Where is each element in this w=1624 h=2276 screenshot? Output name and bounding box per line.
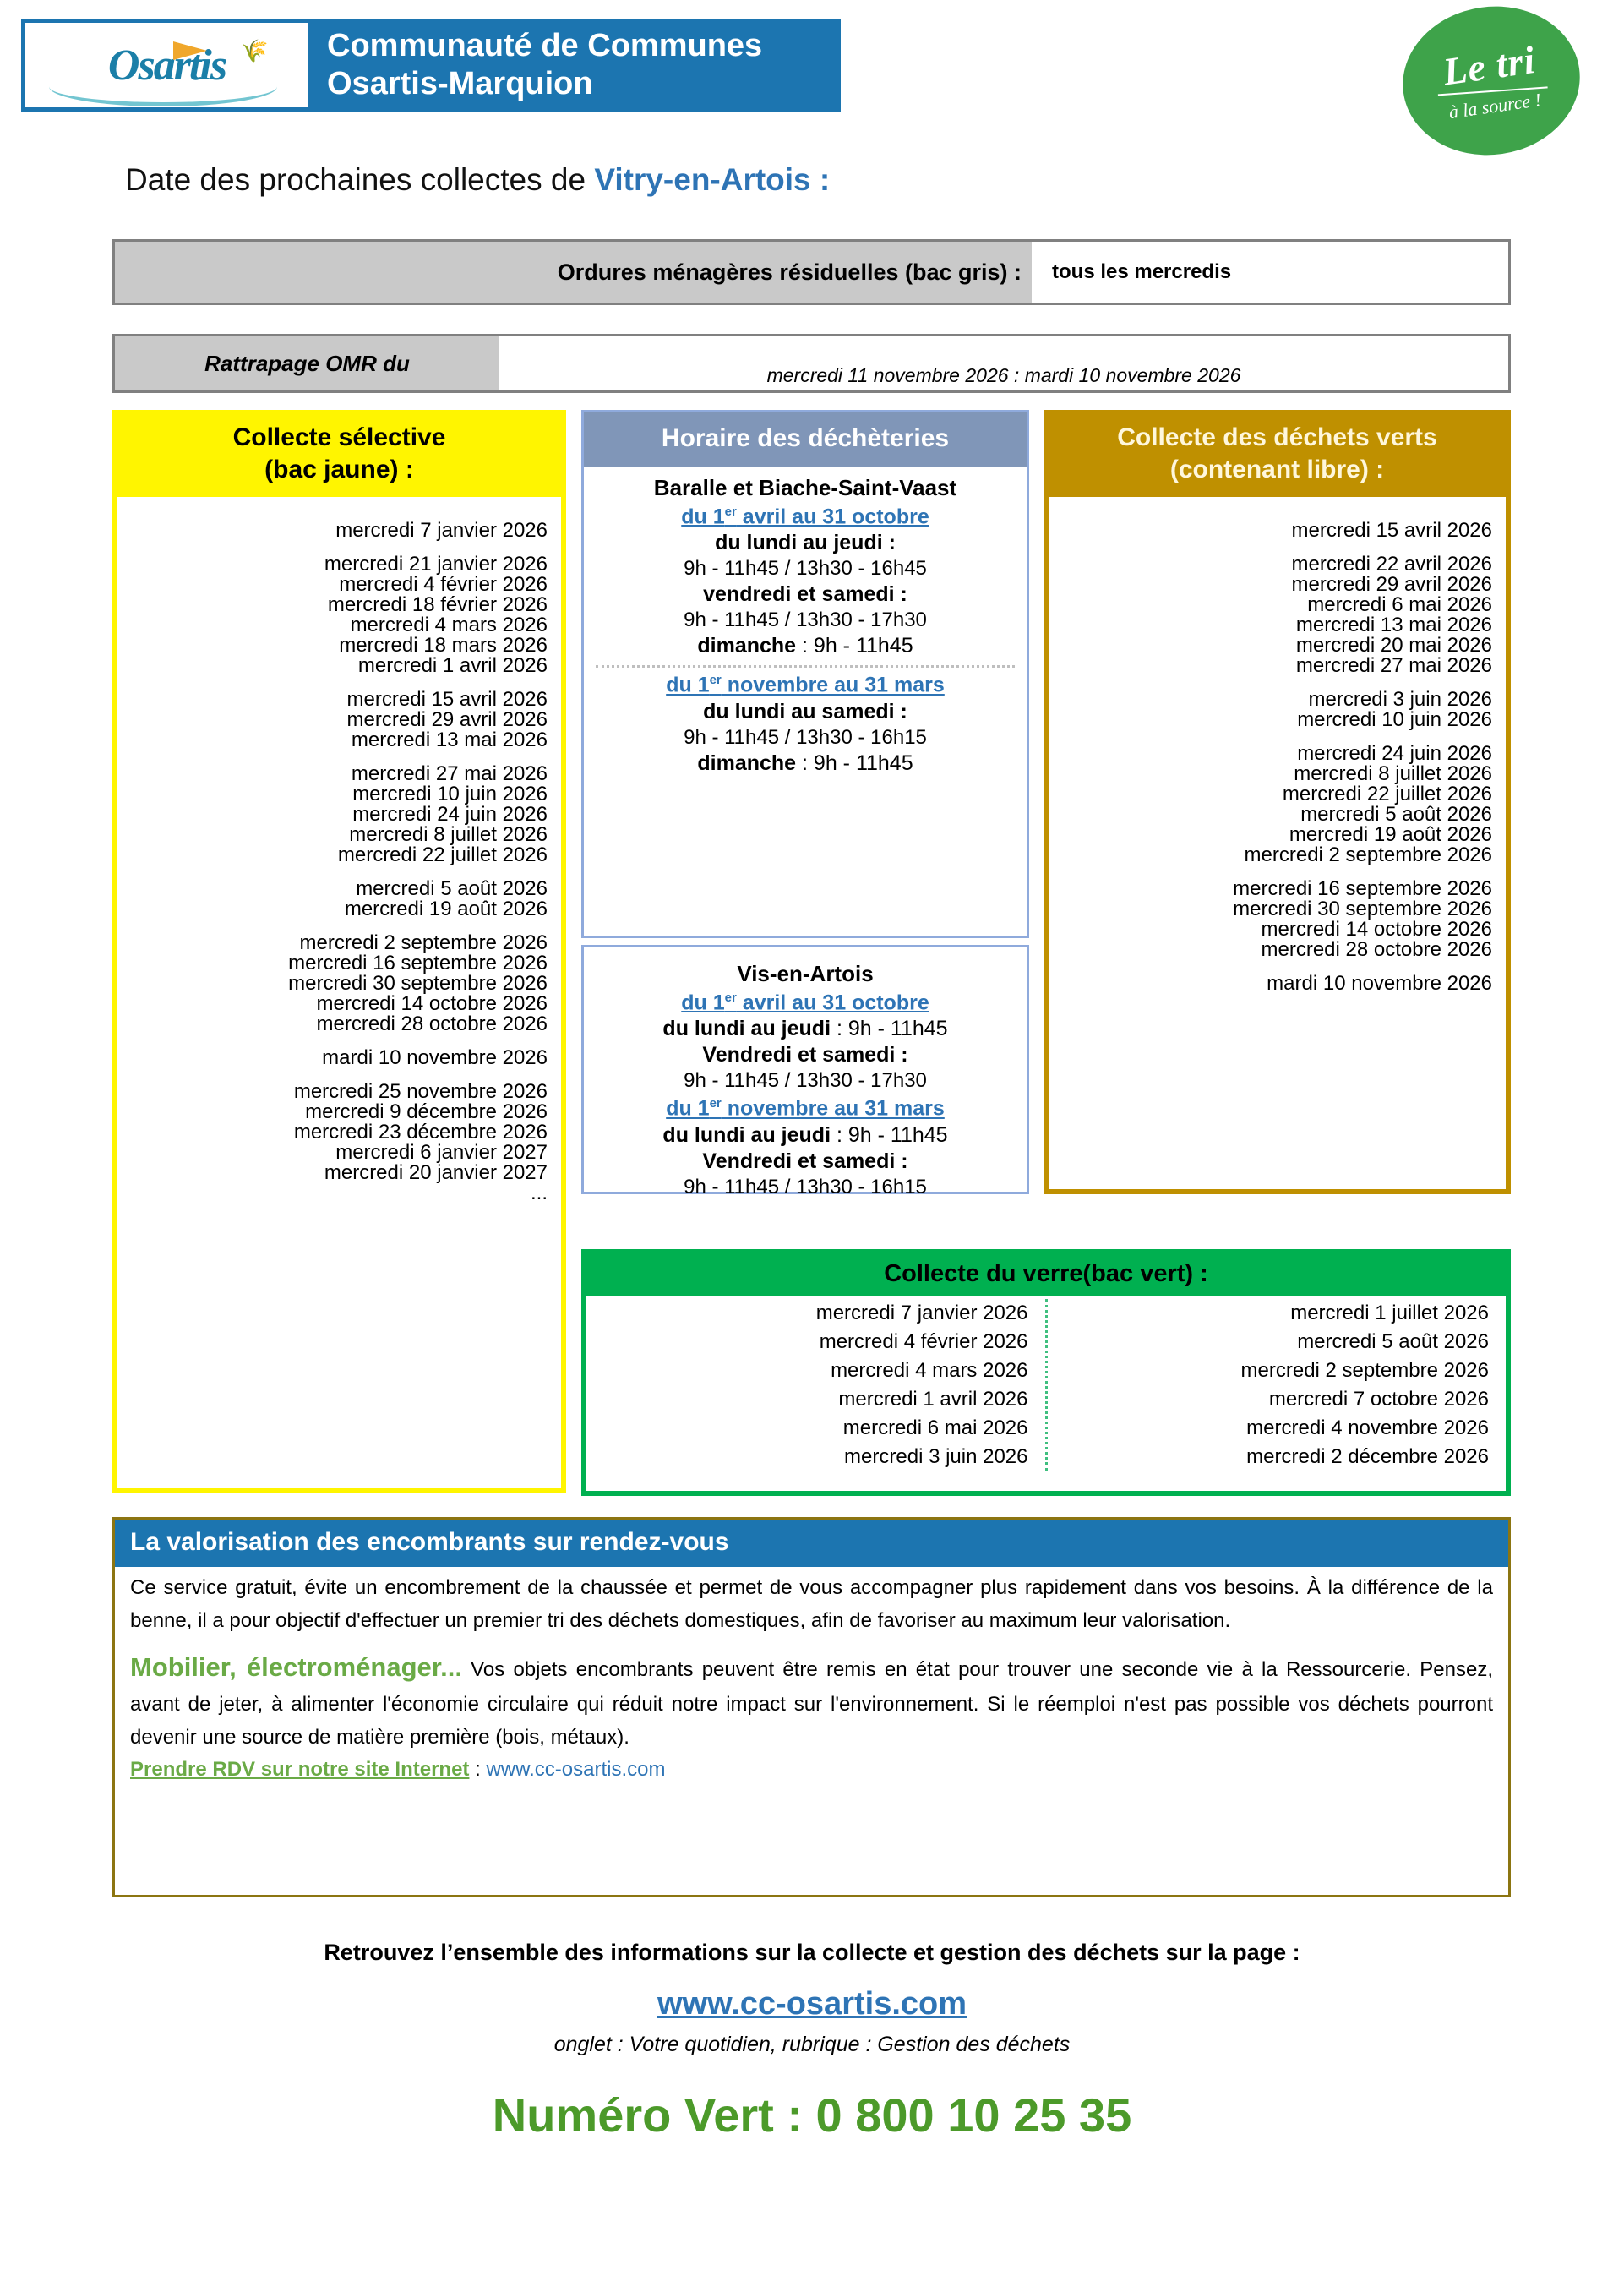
hours-5: : 9h - 11h45 [796, 750, 913, 775]
period-suffix: avril au 31 octobre [736, 991, 929, 1015]
wheat-icon: 🌾 [241, 38, 269, 63]
list-item: mercredi 27 mai 2026 [351, 761, 548, 785]
days-label-3 [592, 634, 1018, 658]
omr-box [112, 239, 1511, 305]
le-tri-badge [1393, 0, 1589, 166]
list-item: mercredi 7 octobre 2026 [1268, 1388, 1489, 1411]
encombrants-rdv [115, 1755, 1508, 1782]
badge-line-2: à la source ! [1447, 88, 1543, 123]
list-item: mercredi 30 septembre 2026 [288, 971, 548, 995]
list-item: mercredi 15 avril 2026 [1291, 518, 1492, 542]
list-item: mercredi 2 septembre 2026 [299, 931, 548, 954]
days-label-1: du lundi au jeudi : [715, 531, 896, 555]
encombrants-box [112, 1517, 1511, 1897]
list-item: mercredi 5 août 2026 [1297, 1330, 1489, 1354]
period-prefix: du 1 [681, 991, 725, 1015]
period-sup: er [724, 505, 737, 519]
hours-4: 9h - 11h45 / 13h30 - 16h15 [684, 725, 927, 749]
page-title [125, 162, 830, 198]
rdv-separator: : [469, 1757, 487, 1781]
list-item: mercredi 6 mai 2026 [1307, 592, 1492, 616]
list-item: mercredi 21 janvier 2026 [324, 552, 548, 576]
days-label-1-text: du lundi au jeudi [662, 1017, 831, 1041]
selective-collection-title [117, 415, 561, 497]
list-item: mercredi 18 février 2026 [327, 592, 548, 616]
list-item: mercredi 14 octobre 2026 [1261, 917, 1492, 941]
list-item: mercredi 20 janvier 2027 [324, 1160, 548, 1184]
period-sup: er [709, 673, 722, 688]
decheteries-box [581, 410, 1029, 938]
encombrants-highlight: Mobilier, électroménager... [130, 1651, 462, 1682]
list-item: mercredi 9 décembre 2026 [305, 1100, 548, 1123]
glass-columns [586, 1296, 1506, 1471]
list-item: mercredi 16 septembre 2026 [1233, 876, 1492, 900]
hours-1: 9h - 11h45 / 13h30 - 16h45 [684, 557, 927, 581]
selective-title-line-2: (bac jaune) : [264, 456, 414, 484]
list-item: mercredi 24 juin 2026 [352, 802, 548, 826]
selective-title-line-1: Collecte sélective [232, 423, 446, 451]
list-item: mardi 10 novembre 2026 [322, 1045, 548, 1069]
days-label-3-text: dimanche [697, 634, 797, 658]
period-prefix: du 1 [666, 1096, 710, 1121]
decheteries-title: Horaire des déchèteries [584, 412, 1027, 467]
period-prefix: du 1 [681, 505, 725, 529]
list-item: mercredi 28 octobre 2026 [316, 1012, 548, 1035]
list-item: mercredi 23 décembre 2026 [293, 1120, 548, 1143]
period-sup: er [724, 991, 737, 1005]
list-item: mercredi 16 septembre 2026 [288, 951, 548, 974]
list-item: mercredi 19 août 2026 [344, 897, 548, 920]
hours-2: 9h - 11h45 / 13h30 - 17h30 [684, 609, 927, 632]
list-item: mercredi 2 septembre 2026 [1244, 843, 1492, 866]
days-label-2: vendredi et samedi : [703, 582, 907, 607]
list-item: mercredi 10 juin 2026 [352, 782, 548, 805]
days-label-5 [592, 751, 1018, 776]
rattrapage-label: Rattrapage OMR du [115, 336, 499, 390]
encombrants-title: La valorisation des encombrants sur rendez-vous [115, 1520, 1508, 1567]
list-item: mercredi 30 septembre 2026 [1233, 897, 1492, 920]
days-label-4: du lundi au samedi : [703, 699, 907, 723]
period-winter-label [592, 673, 1018, 697]
omr-label: Ordures ménagères résiduelles (bac gris) : [115, 242, 1032, 303]
list-item: mercredi 1 juillet 2026 [1290, 1302, 1489, 1324]
days-label-5-text: dimanche [697, 750, 797, 775]
list-item: mercredi 29 avril 2026 [1291, 572, 1492, 596]
days-label-2: Vendredi et samedi : [702, 1043, 908, 1067]
arrow-icon [173, 41, 207, 60]
hours-1: : 9h - 11h45 [831, 1017, 948, 1041]
footer-green-number: Numéro Vert : 0 800 10 25 35 [492, 2088, 1132, 2142]
list-item: mercredi 6 mai 2026 [842, 1416, 1028, 1440]
page-title-town: Vitry-en-Artois : [594, 162, 831, 197]
list-item: mercredi 2 décembre 2026 [1246, 1445, 1489, 1469]
hours-2: 9h - 11h45 / 13h30 - 17h30 [684, 1069, 927, 1093]
list-item: mercredi 22 avril 2026 [1291, 552, 1492, 576]
list-item: mercredi 25 novembre 2026 [293, 1079, 548, 1103]
glass-dates-left [586, 1299, 1048, 1471]
list-item: mercredi 13 mai 2026 [351, 728, 548, 751]
list-item: mercredi 27 mai 2026 [1295, 653, 1492, 677]
section-divider [596, 665, 1015, 668]
green-waste-column [1044, 410, 1511, 1194]
rdv-label[interactable]: Prendre RDV sur notre site Internet [130, 1757, 470, 1781]
selective-collection-column [112, 410, 566, 1493]
site-name: Vis-en-Artois [737, 961, 874, 986]
green-waste-title-line-2: (contenant libre) : [1169, 456, 1385, 484]
list-item: mercredi 3 juin 2026 [844, 1445, 1028, 1469]
organisation-banner [21, 19, 841, 112]
list-item: mercredi 22 juillet 2026 [337, 843, 548, 866]
hours-3: : 9h - 11h45 [796, 634, 913, 658]
hours-3: : 9h - 11h45 [831, 1122, 948, 1147]
decheteries-site-baralle [584, 467, 1027, 776]
list-item: mercredi 7 janvier 2026 [335, 518, 548, 542]
osartis-logo-text: Osartis [107, 41, 226, 90]
list-item: mercredi 2 septembre 2026 [1240, 1359, 1489, 1383]
decheteries-site-vis-en-artois [581, 945, 1029, 1198]
hours-4: 9h - 11h45 / 13h30 - 16h15 [684, 1175, 927, 1198]
glass-collection-title: Collecte du verre(bac vert) : [586, 1254, 1506, 1296]
list-item: mercredi 10 juin 2026 [1297, 707, 1492, 731]
list-item: mercredi 20 mai 2026 [1295, 633, 1492, 657]
organisation-name [308, 19, 841, 112]
period-prefix: du 1 [666, 673, 710, 697]
period-sup: er [709, 1096, 722, 1111]
list-item: mercredi 3 juin 2026 [1308, 687, 1492, 711]
list-item: ... [530, 1181, 548, 1204]
footer-line-1: Retrouvez l’ensemble des informations sur la collecte et gestion des déchets sur la page : [324, 1940, 1300, 1965]
days-label-3 [592, 1123, 1018, 1148]
list-item: mercredi 4 novembre 2026 [1246, 1416, 1489, 1440]
list-item: mercredi 8 juillet 2026 [349, 822, 548, 846]
days-label-1 [592, 1017, 1018, 1041]
rdv-url-link[interactable]: www.cc-osartis.com [486, 1757, 666, 1781]
period-summer-label [592, 991, 1018, 1015]
list-item: mercredi 24 juin 2026 [1297, 741, 1492, 765]
page-header [0, 0, 1624, 152]
list-item: mercredi 4 mars 2026 [831, 1359, 1028, 1383]
rattrapage-box [112, 334, 1511, 393]
footer-website-link[interactable]: www.cc-osartis.com [657, 1986, 967, 2022]
page-title-prefix: Date des prochaines collectes de [125, 162, 595, 197]
list-item: mercredi 29 avril 2026 [346, 707, 548, 731]
list-item: mercredi 13 mai 2026 [1295, 613, 1492, 636]
period-suffix: novembre au 31 mars [721, 1096, 945, 1121]
period-suffix: avril au 31 octobre [736, 505, 929, 529]
selective-collection-dates [117, 517, 561, 1203]
list-item: mercredi 8 juillet 2026 [1294, 761, 1492, 785]
org-line-2: Osartis-Marquion [327, 66, 593, 101]
rattrapage-value: mercredi 11 novembre 2026 : mardi 10 novembre 2026 [766, 364, 1241, 386]
list-item: mercredi 5 août 2026 [1300, 802, 1492, 826]
glass-dates-right [1048, 1299, 1507, 1471]
encombrants-paragraph-1: Ce service gratuit, évite un encombrement de la chaussée et permet de vous accompagner plus rapidement dans vos besoins. À la différence de la benne, il a pour objectif d'effectuer un premier tri des déchets domestiques, afin de favoriser au maximum leur valorisation. [130, 1576, 1493, 1632]
org-line-1: Communauté de Communes [327, 28, 763, 64]
list-item: mardi 10 novembre 2026 [1267, 971, 1492, 995]
green-waste-title [1049, 415, 1506, 497]
list-item: mercredi 19 août 2026 [1289, 822, 1492, 846]
green-waste-dates [1049, 517, 1506, 994]
list-item: mercredi 4 février 2026 [339, 572, 548, 596]
list-item: mercredi 1 avril 2026 [357, 653, 548, 677]
glass-collection-box [581, 1249, 1511, 1496]
days-label-4: Vendredi et samedi : [702, 1149, 908, 1173]
list-item: mercredi 5 août 2026 [356, 876, 548, 900]
days-label-3-text: du lundi au jeudi [662, 1122, 831, 1147]
period-suffix: novembre au 31 mars [721, 673, 945, 697]
footer-line-2: onglet : Votre quotidien, rubrique : Gestion des déchets [553, 2033, 1071, 2056]
encombrants-paragraph-2 [115, 1638, 1508, 1755]
list-item: mercredi 22 juillet 2026 [1282, 782, 1492, 805]
period-summer-label [592, 505, 1018, 529]
list-item: mercredi 4 mars 2026 [350, 613, 548, 636]
list-item: mercredi 1 avril 2026 [838, 1388, 1028, 1411]
site-name: Baralle et Biache-Saint-Vaast [653, 475, 957, 500]
list-item: mercredi 15 avril 2026 [346, 687, 548, 711]
period-winter-label [592, 1096, 1018, 1121]
list-item: mercredi 14 octobre 2026 [316, 991, 548, 1015]
list-item: mercredi 4 février 2026 [819, 1330, 1028, 1354]
omr-value: tous les mercredis [1052, 260, 1232, 283]
encombrants-paragraph-2-text: Vos objets encombrants peuvent être remis en état pour trouver une seconde vie à la Ressourcerie. Pensez, avant de jeter, à alimenter l'économie circulaire qui réduit notre impact sur l'environnement. Si le réemploi n'est pas possible vos déchets pourront devenir une source de matière première (bois, métaux). [130, 1657, 1493, 1749]
badge-line-1: Le tri [1440, 37, 1539, 94]
list-item: mercredi 6 janvier 2027 [335, 1140, 548, 1164]
list-item: mercredi 7 janvier 2026 [815, 1302, 1028, 1324]
list-item: mercredi 28 octobre 2026 [1261, 937, 1492, 961]
green-waste-title-line-1: Collecte des déchets verts [1117, 423, 1437, 451]
osartis-logo [25, 23, 308, 107]
list-item: mercredi 18 mars 2026 [339, 633, 548, 657]
